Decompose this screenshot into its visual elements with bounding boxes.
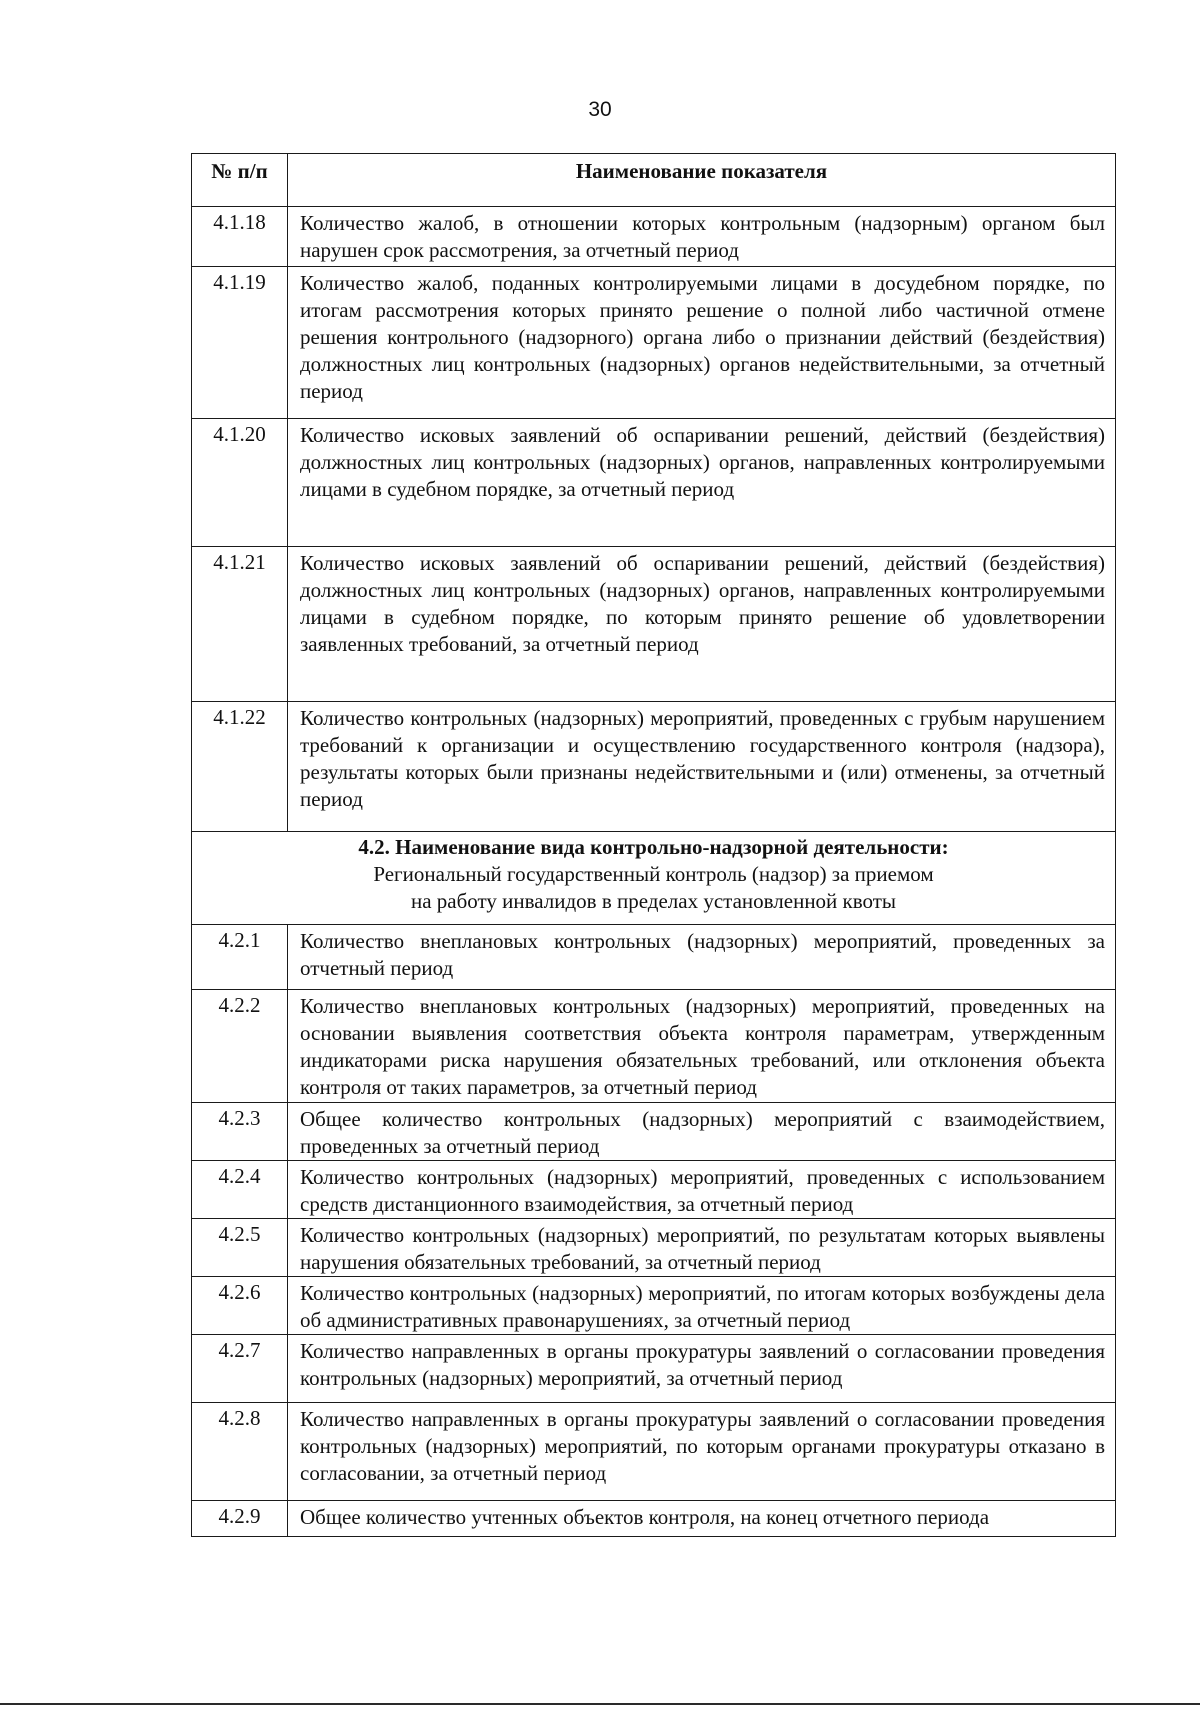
row-indicator-text: Количество жалоб, в отношении которых контрольным (надзорным) органом был нарушен срок рассмотрения, за отчетный период xyxy=(288,207,1116,267)
row-indicator-text: Общее количество контрольных (надзорных) мероприятий с взаимодействием, проведенных за отчетный период xyxy=(288,1103,1116,1161)
row-number: 4.2.3 xyxy=(192,1103,288,1161)
row-indicator-text: Количество исковых заявлений об оспаривании решений, действий (бездействия) должностных лиц контрольных (надзорных) органов, направленных контролируемыми лицами в судебном порядке, за отчетный период xyxy=(288,419,1116,547)
table-row xyxy=(192,547,1116,702)
row-number: 4.1.21 xyxy=(192,547,288,702)
row-indicator-text: Количество исковых заявлений об оспаривании решений, действий (бездействия) должностных лиц контрольных (надзорных) органов, направленных контролируемыми лицами в судебном порядке, по которым принято решение об удовлетворении заявленных требований, за отчетный период xyxy=(288,547,1116,702)
table-header-row xyxy=(192,154,1116,207)
section-header-row xyxy=(192,832,1116,925)
table-row xyxy=(192,702,1116,832)
row-number: 4.2.8 xyxy=(192,1403,288,1501)
row-indicator-text: Количество контрольных (надзорных) мероприятий, по результатам которых выявлены нарушения обязательных требований, за отчетный период xyxy=(288,1219,1116,1277)
table-row xyxy=(192,1501,1116,1537)
row-number: 4.1.20 xyxy=(192,419,288,547)
row-number: 4.1.22 xyxy=(192,702,288,832)
row-indicator-text: Количество внеплановых контрольных (надзорных) мероприятий, проведенных за отчетный период xyxy=(288,925,1116,990)
row-number: 4.1.19 xyxy=(192,267,288,419)
row-number: 4.2.2 xyxy=(192,990,288,1103)
row-indicator-text: Количество направленных в органы прокуратуры заявлений о согласовании проведения контрольных (надзорных) мероприятий, по которым органами прокуратуры отказано в согласовании, за отчетный период xyxy=(288,1403,1116,1501)
row-indicator-text: Количество внеплановых контрольных (надзорных) мероприятий, проведенных на основании выявления соответствия объекта контроля параметрам, утвержденным индикаторами риска нарушения обязательных требований, или отклонения объекта контроля от таких параметров, за отчетный период xyxy=(288,990,1116,1103)
row-indicator-text: Общее количество учтенных объектов контроля, на конец отчетного периода xyxy=(288,1501,1116,1537)
row-indicator-text: Количество жалоб, поданных контролируемыми лицами в досудебном порядке, по итогам рассмотрения которых принято решение о полной либо частичной отмене решения контрольного (надзорного) органа либо о признании действий (бездействия) должностных лиц контрольных (надзорных) органов недействительными, за отчетный период xyxy=(288,267,1116,419)
table-row xyxy=(192,419,1116,547)
row-indicator-text: Количество направленных в органы прокуратуры заявлений о согласовании проведения контрольных (надзорных) мероприятий, за отчетный период xyxy=(288,1335,1116,1403)
row-number: 4.2.5 xyxy=(192,1219,288,1277)
table-row xyxy=(192,1277,1116,1335)
table-row xyxy=(192,1335,1116,1403)
table-row xyxy=(192,267,1116,419)
row-number: 4.2.6 xyxy=(192,1277,288,1335)
table-row xyxy=(192,207,1116,267)
table-row xyxy=(192,1219,1116,1277)
row-indicator-text: Количество контрольных (надзорных) мероприятий, проведенных с использованием средств дистанционного взаимодействия, за отчетный период xyxy=(288,1161,1116,1219)
row-number: 4.2.7 xyxy=(192,1335,288,1403)
page-number: 30 xyxy=(588,98,612,121)
header-number-label: № п/п xyxy=(211,159,268,183)
scan-edge-line xyxy=(0,1703,1200,1705)
header-name-label: Наименование показателя xyxy=(575,159,828,183)
header-number-cell xyxy=(192,154,288,207)
row-number: 4.1.18 xyxy=(192,207,288,267)
section-header-cell xyxy=(192,832,1116,925)
row-number: 4.2.1 xyxy=(192,925,288,990)
table-row xyxy=(192,990,1116,1103)
row-indicator-text: Количество контрольных (надзорных) мероприятий, по итогам которых возбуждены дела об административных правонарушениях, за отчетный период xyxy=(288,1277,1116,1335)
row-number: 4.2.9 xyxy=(192,1501,288,1537)
table-row xyxy=(192,925,1116,990)
row-number: 4.2.4 xyxy=(192,1161,288,1219)
header-name-cell xyxy=(288,154,1116,207)
row-indicator-text: Количество контрольных (надзорных) мероприятий, проведенных с грубым нарушением требований к организации и осуществлению государственного контроля (надзора), результаты которых были признаны недействительными и (или) отменены, за отчетный период xyxy=(288,702,1116,832)
section-subtitle-line-2: на работу инвалидов в пределах установленной квоты xyxy=(410,889,897,913)
section-title: 4.2. Наименование вида контрольно-надзорной деятельности: xyxy=(358,835,949,859)
indicators-table xyxy=(191,153,1116,1537)
table-row xyxy=(192,1103,1116,1161)
section-subtitle-line-1: Региональный государственный контроль (надзор) за приемом xyxy=(373,862,934,886)
table-row xyxy=(192,1161,1116,1219)
table-row xyxy=(192,1403,1116,1501)
